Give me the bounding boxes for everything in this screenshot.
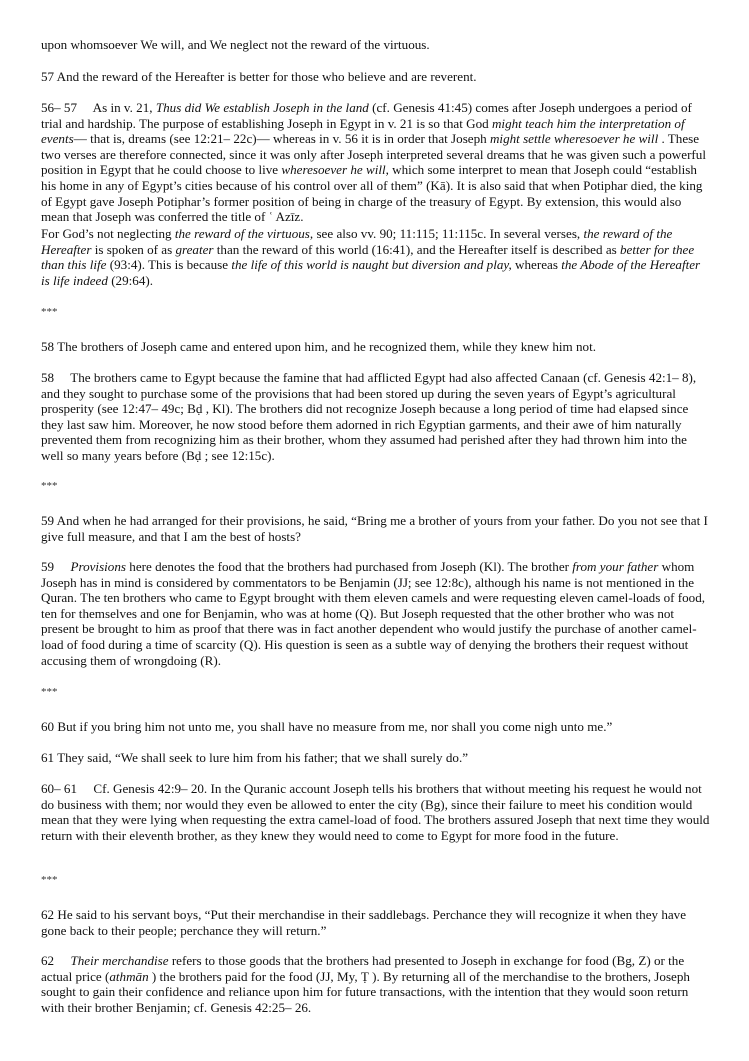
italic-quotation: from your father (572, 559, 659, 574)
text-segment: upon whomsoever We will, and We neglect not the reward of the virtuous. (41, 37, 430, 52)
text-segment: is spoken of as (91, 241, 176, 257)
italic-quotation: Their merchandise (70, 953, 169, 968)
text-segment: . These two verses are therefore connected, since it was only after Joseph interpreted several dreams that he was given such a powerful position in Egypt that he could choose to live (41, 131, 706, 178)
commentary-paragraph (41, 953, 711, 1015)
section-separator (41, 479, 711, 495)
text-segment: (cf. Genesis 41:45) comes after Joseph undergoes a period of trial and hardship. The purpose of establishing Joseph in Egypt in v. 21 is so that God (41, 100, 692, 131)
verse-paragraph (41, 907, 711, 938)
italic-quotation: greater (175, 241, 214, 257)
verse-paragraph (41, 37, 711, 53)
text-segment: whereas (511, 257, 562, 273)
commentary-paragraph (41, 100, 711, 225)
italic-quotation: Thus did We establish Joseph in the land (155, 100, 369, 115)
text-segment: 60 But if you bring him not unto me, you shall have no measure from me, nor shall you come nigh unto me.” (41, 719, 613, 734)
commentary-paragraph (41, 226, 711, 288)
text-segment: which some interpret to mean that Joseph could “establish his home in any of Egypt’s cities because of his control over all of them” (Kā). It is also said that when Potiphar died, the king of Egypt gave Joseph Potiphar’s former position of being in charge of the treasury of Egypt. By extension, this would also mean that Joseph was conferred the title of ʿ Azīz. (41, 162, 703, 225)
italic-quotation: the reward of the virtuous, (174, 226, 314, 241)
verse-paragraph (41, 513, 711, 544)
text-segment: here denotes the food that the brothers had purchased from Joseph (Kl). The brother (126, 559, 573, 574)
text-segment: (29:64). (107, 272, 154, 288)
section-separator (41, 873, 711, 889)
text-segment: ) the brothers paid for the food (JJ, My, Ṭ ). By returning all of the merchandise to the brothers, Joseph sought to gain their confidence and reliance upon him for future transactions, with the intention that they would soon return with their brother Benjamin; cf. Genesis 42:25– 26. (41, 968, 690, 1015)
text-segment: 59 (41, 559, 71, 574)
text-segment: — that is, dreams (see 12:21– 22c)— whereas in v. 56 it is in order that Joseph (73, 131, 490, 147)
text-segment: than the reward of this world (16:41), and the Hereafter itself is described as (213, 241, 620, 257)
italic-quotation: the Abode of the Hereafter is life indeed (41, 257, 701, 288)
verse-paragraph (41, 719, 711, 735)
text-segment: 59 And when he had arranged for their provisions, he said, “Bring me a brother of yours from your father. Do you not see that I give full measure, and that I am the best of hosts? (41, 513, 708, 544)
text-segment: (93:4). This is because (106, 257, 232, 273)
text-segment: 62 He said to his servant boys, “Put their merchandise in their saddlebags. Perchance they will recognize it when they have gone back to their people; perchance they will return.” (41, 907, 687, 938)
italic-quotation: wheresoever he will, (281, 162, 389, 178)
italic-quotation: might teach him the interpretation of events (41, 115, 685, 147)
commentary-paragraph (41, 370, 711, 464)
text-segment: 58 The brothers came to Egypt because the famine that had afflicted Egypt had also affected Canaan (cf. Genesis 42:1– 8), and they sought to purchase some of the provisions that had been stored up during the seven years of Egypt’s agricultural prosperity (see 12:47– 49c; Bḍ , Kl). The brothers did not recognize Joseph because a long period of time had elapsed since they last saw him. Moreover, he now stood before them adorned in rich Egyptian garments, and their awe of him naturally prevented them from recognizing him as their brother, whom they assumed had perished after they had thrown him into the well so many years before (Bḍ ; see 12:15c). (41, 370, 697, 463)
section-separator (41, 305, 711, 321)
text-segment: *** (41, 686, 58, 698)
text-segment: 56– 57 As in v. 21, (41, 100, 156, 115)
text-segment: 61 They said, “We shall seek to lure him from his father; that we shall surely do.” (41, 750, 469, 765)
verse-paragraph (41, 69, 711, 85)
commentary-paragraph (41, 781, 711, 843)
italic-quotation: the life of this world is naught but diversion and play, (231, 257, 512, 273)
text-segment: 60– 61 Cf. Genesis 42:9– 20. In the Quranic account Joseph tells his brothers that without meeting his request he would not do business with them; nor would they even be allowed to enter the city (Bg), since their failure to meet his condition would mean that they were lying when requesting the extra camel-load of food. The brothers assured Joseph that next time they would return with their eleventh brother, as they knew they would need to come to Egypt for more food in the future. (41, 781, 710, 843)
text-segment: whom Joseph has in mind is considered by commentators to be Benjamin (JJ; see 12:8c), although his name is not mentioned in the Quran. The ten brothers who came to Egypt brought with them eleven camels and were requesting eleven camel-loads of food, ten for themselves and one for Benjamin, who was at home (Q). But Joseph requested that the other brother who was not present be brought to him as proof that there was in fact another dependent who would justify the purchase of another camel-load of food during a time of scarcity (Q). His question is seen as a subtle way of denying the brothers their request without accusing them of wrongdoing (R). (41, 559, 706, 668)
text-segment: refers to those goods that the brothers had presented to Joseph in exchange for food (Bg, Z) or the actual price ( (41, 953, 685, 984)
italic-quotation: Provisions (70, 559, 126, 574)
text-segment: *** (41, 306, 58, 318)
italic-quotation: better for thee than this life (41, 241, 695, 273)
text-segment: 58 The brothers of Joseph came and entered upon him, and he recognized them, while they knew him not. (41, 339, 596, 354)
text-segment: see also vv. 90; 11:115; 11:115c. In several verses, (313, 226, 584, 241)
italic-quotation: athmān (109, 968, 149, 984)
italic-quotation: the reward of the Hereafter (41, 226, 673, 257)
text-segment: 57 And the reward of the Hereafter is better for those who believe and are reverent. (41, 69, 477, 84)
text-segment: 62 (41, 953, 71, 968)
text-segment: *** (41, 480, 58, 492)
text-segment: For God’s not neglecting (41, 226, 175, 241)
text-segment: *** (41, 874, 58, 886)
verse-paragraph (41, 339, 711, 355)
section-separator (41, 685, 711, 701)
verse-paragraph (41, 750, 711, 766)
italic-quotation: might settle wheresoever he will (489, 131, 659, 147)
commentary-paragraph (41, 559, 711, 668)
